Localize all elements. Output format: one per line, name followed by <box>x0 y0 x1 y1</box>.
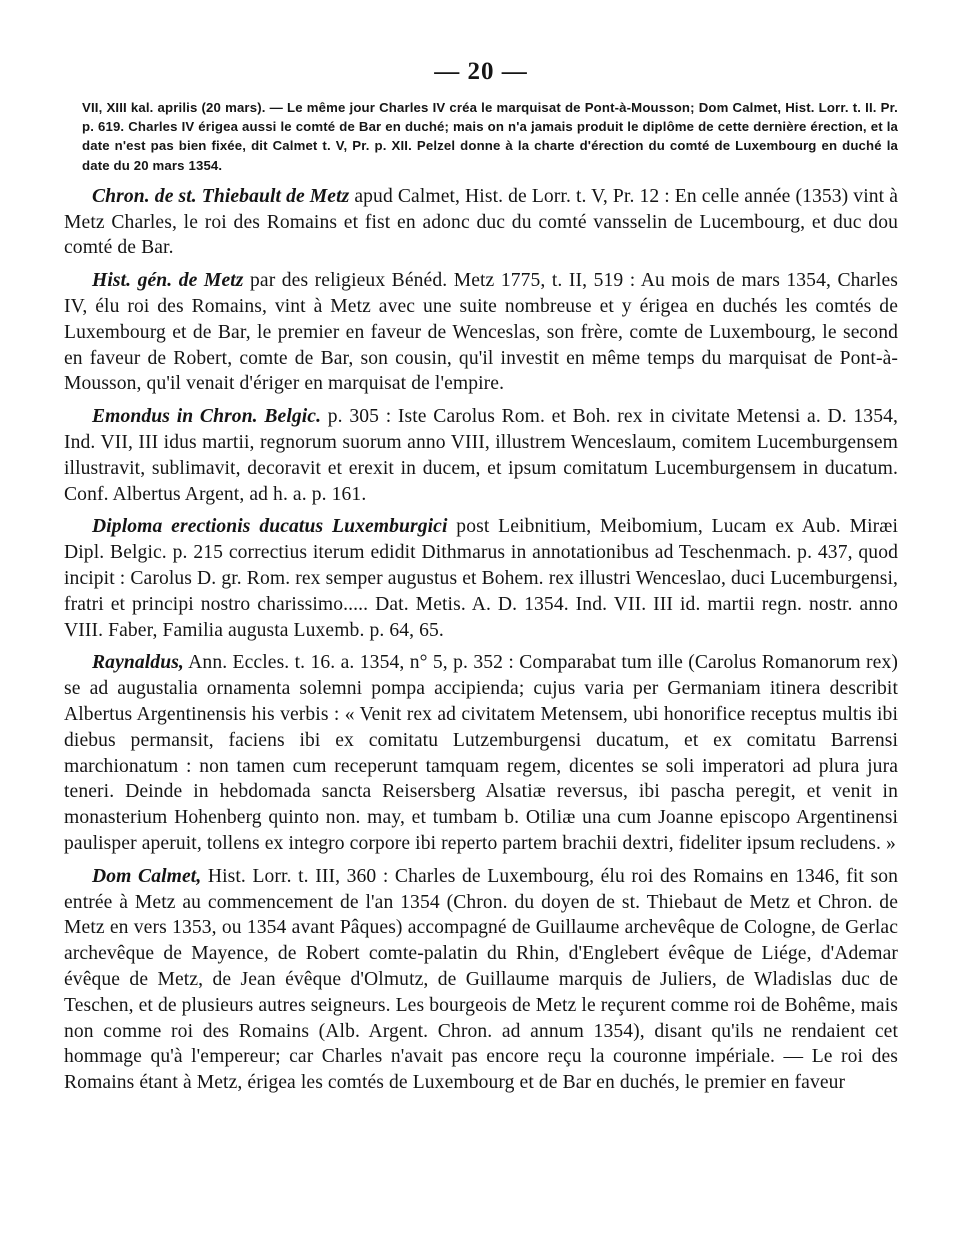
source-paragraph-hist-gen-metz <box>64 268 898 397</box>
source-title: Hist. gén. de Metz <box>92 270 244 292</box>
source-title: Dom Calmet, <box>92 865 202 887</box>
source-title: Raynaldus, <box>92 652 184 674</box>
page-number: — 20 — <box>434 58 528 85</box>
source-paragraph-raynaldus <box>64 650 898 856</box>
source-text: apud Calmet, Hist. de Lorr. t. V, Pr. 12 : En celle année (1353) vint à Metz Charles, le roi des Romains et fist en adonc duc du comté vansselin de Lucembourg, et duc dou comté de Bar. <box>64 185 898 259</box>
source-title: Diploma erectionis ducatus Luxemburgici <box>92 516 448 538</box>
source-title: Chron. de st. Thiebault de Metz <box>92 185 350 207</box>
source-text: p. 305 : Iste Carolus Rom. et Boh. rex in civitate Metensi a. D. 1354, Ind. VII, III idus martii, regnorum suorum anno VIII, illustrem Wenceslaum, comitem Lucemburgensem illustravit, sublimavit, decoravit et erexit in ducem, et ipsum comitatum Lucemburgensem in ducatum. Conf. Albertus Argent, ad h. a. p. 161. <box>64 406 898 505</box>
source-paragraph-dom-calmet <box>64 864 898 1096</box>
source-paragraph-diploma <box>64 514 898 643</box>
continued-footnote: VII, XIII kal. aprilis (20 mars). — Le même jour Charles IV créa le marquisat de Pont-à-Mousson; Dom Calmet, Hist. Lorr. t. II. Pr. p. 619. Charles IV érigea aussi le comté de Bar en duché; mais on n'a jamais produit le diplôme de cette dernière érection, et la date n'est pas bien fixée, dit Calmet t. V, Pr. p. XII. Pelzel donne à la charte d'érection du comté de Luxembourg en duché la date du 20 mars 1354. <box>82 100 898 173</box>
source-text: par des religieux Bénéd. Metz 1775, t. II, 519 : Au mois de mars 1354, Charles IV, élu roi des Romains, vint à Metz avec une suite nombreuse et y érigea en duchés les comtés de Luxembourg et de Bar, le premier en faveur de Wenceslas, son frère, comte de Luxembourg, le second en faveur de Robert, comte de Bar, son cousin, qu'il investit en même temps du marquisat de Pont-à-Mousson, qu'il venait d'ériger en marquisat de l'empire. <box>64 270 898 395</box>
source-paragraph-emondus <box>64 404 898 507</box>
source-title: Emondus in Chron. Belgic. <box>92 406 322 428</box>
source-text: Hist. Lorr. t. III, 360 : Charles de Luxembourg, élu roi des Romains en 1346, fit son entrée à Metz au commencement de l'an 1354 (Chron. du doyen de st. Thiebaut de Metz et Chron. de Metz en vers 1353, ou 1354 avant Pâques) accompagné de Guillaume archevêque de Cologne, de Gerlac archevêque de Mayence, de Robert comte-palatin du Rhin, d'Englebert évêque de Liége, d'Ademar évêque de Metz, de Jean évêque d'Olmutz, de Guillaume marquis de Juliers, de Wladislas duc de Teschen, et de plusieurs autres seigneurs. Les bourgeois de Metz le reçurent comme roi de Bohême, mais non comme roi des Romains (Alb. Argent. Chron. ad annum 1354), disant qu'ils ne rendaient cet hommage qu'à l'empereur; car Charles n'avait pas encore reçu la couronne impériale. — Le roi des Romains étant à Metz, érigea les comtés de Luxembourg et de Bar en duchés, le premier en faveur <box>64 865 898 1094</box>
source-text: post Leibnitium, Meibomium, Lucam ex Aub. Miræi Dipl. Belgic. p. 215 correctius iterum edidit Dithmarus in annotationibus ad Teschenmach. p. 437, quod incipit : Carolus D. gr. Rom. rex semper augustus et Bohem. rex illustri Wenceslao, duci Lucemburgensi, fratri et principi nostro charissimo..... Dat. Metis. A. D. 1354. Ind. VII. III id. martii regn. nostr. anno VIII. Faber, Familia augusta Luxemb. p. 64, 65. <box>64 516 898 641</box>
source-text: Ann. Eccles. t. 16. a. 1354, n° 5, p. 352 : Comparabat tum ille (Carolus Romanorum rex) se ad augustalia ornamenta solemni pompa accipienda; cujus varia per Germaniam itinera describit Albertus Argentinensis his verbis : « Venit rex ad civitatem Metensem, ubi honorifice receptus multis ibi diebus permansit, faciens ibi ex comitatu Lutzemburgensi ducatum, et ex comitatu Barrensi marchionatum : non tamen cum receperunt tamquam regem, dicentes se soli imperatori ad plura jura teneri. Deinde in hebdomada sancta Reisersberg Alsatiæ reversus, ibi pascha peregit, et venit in monasterium Hohenberg quinto non. may, et tumbam b. Otiliæ una cum Joanne episcopo Argentinensi paulisper aperuit, tollens ex integro corpore ibi reperto partem brachii dextri, fideliter ipsum recludens. » <box>64 652 898 854</box>
source-paragraph-chron-st-thiebault <box>64 184 898 261</box>
